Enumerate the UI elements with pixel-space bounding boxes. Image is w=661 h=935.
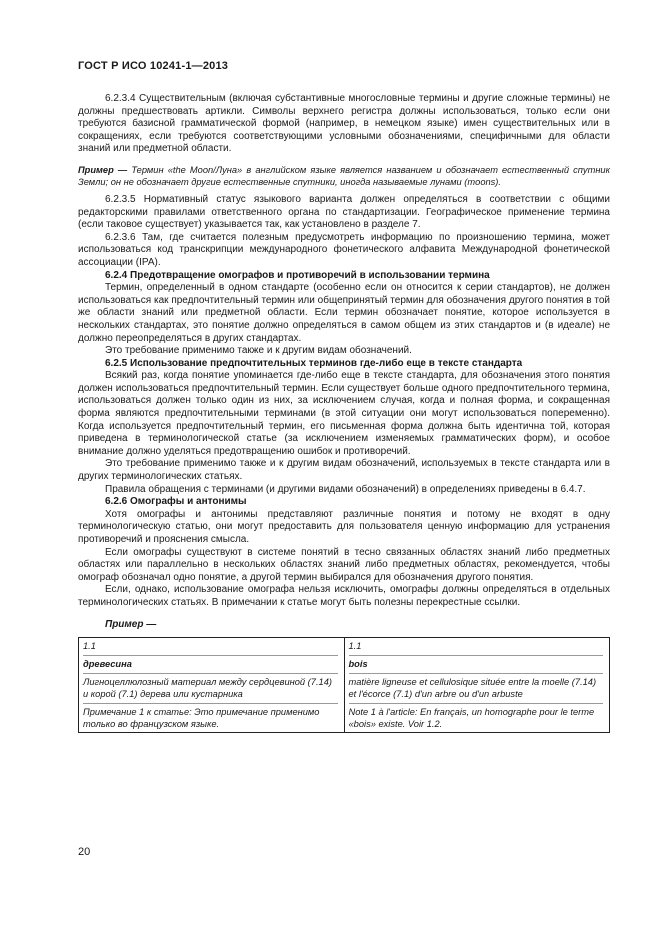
paragraph-6-2-3-4: 6.2.3.4 Существительным (включая субстантивные многословные термины и другие сложные термины) не должны предшествовать артикли. Символы верхнего регистра должны использоваться, только если они требуются базисной грамматической формой (например, в немецком языке) имен существительных или в сокращениях, если требуются соответствующими условными обозначениями, специфичными для области знаний или предметной области. — [78, 93, 610, 155]
section-heading-6-2-4: 6.2.4 Предотвращение омографов и противоречий в использовании термина — [105, 269, 490, 281]
paragraph-6-2-5-a: Всякий раз, когда понятие упоминается где-либо еще в тексте стандарта, для обозначения этого понятия должен использоваться предпочтительный термин. Если существует больше одного предпочтительного термина, использоваться должен только один из них, за исключением случая, когда и полная форма, и сокращенная форма являются предпочтительными терминами (в этой ситуации они могут использоваться попеременно). Когда используется предпочтительный термин, его письменная форма должна быть идентична той, которая приведена в терминологической статье (за исключением изменяемых грамматических форм), и особое внимание должно уделяться предотвращению ошибок и противоречий. — [78, 370, 610, 457]
entry-definition: matière ligneuse et cellulosique située entre la moelle (7.14) et l'écorce (7.1) d'un arbre ou d'un arbuste — [349, 673, 604, 700]
document-body — [78, 93, 610, 733]
page-number: 20 — [78, 846, 91, 858]
entry-note: Note 1 à l'article: En français, un homographe pour le terme «bois» existe. Voir 1.2. — [349, 703, 604, 730]
example-table — [78, 637, 610, 733]
example-table-label: Пример — — [105, 618, 157, 630]
paragraph-6-2-4-b: Это требование применимо также и к другим видам обозначений. — [105, 345, 412, 357]
paragraph-6-2-3-6: 6.2.3.6 Там, где считается полезным предусмотреть информацию по произношению термина, может использоваться код транскрипции международного фонетического алфавита Международной фонетической ассоциации (IPA). — [78, 231, 610, 268]
entry-definition: Лигноцеллюлозный материал между сердцевиной (7.14) и корой (7.1) дерева или кустарника — [83, 673, 338, 700]
entry-number: 1.1 — [348, 641, 362, 652]
table-row — [79, 638, 610, 733]
paragraph-6-2-6-b: Если омографы существуют в системе понятий в тесно связанных областях знаний либо предметных областях или параллельно в нескольких областях знаний либо предметных областях, рекомендуется, чтобы омограф обозначал одно понятие, а другой термин выбирался для обозначения другого понятия. — [78, 546, 610, 583]
section-heading-6-2-6: 6.2.6 Омографы и антонимы — [105, 496, 247, 508]
paragraph-6-2-5-b: Это требование применимо также и к другим видам обозначений, используемых в тексте стандарта или в других терминологических статьях. — [78, 458, 610, 483]
example-text: Термин «the Moon/Луна» в английском языке является названием и обозначает естественный спутник Земли; он не обозначает другие естественные спутники, иногда называемые лунами (moons). — [78, 164, 610, 187]
paragraph-6-2-5-c: Правила обращения с терминами (и другими видами обозначений) в определениях приведены в 6.4.7. — [105, 483, 586, 495]
example-note — [78, 164, 610, 188]
entry-term: bois — [349, 655, 604, 670]
paragraph-6-2-6-a: Хотя омографы и антонимы представляют различные понятия и потому не входят в одну терминологическую статью, они могут предоставить для пользователя ценную информацию для устранения противоречий и прояснения смысла. — [78, 508, 610, 545]
table-cell-left — [79, 638, 345, 733]
table-cell-right — [344, 638, 610, 733]
paragraph-6-2-3-5: 6.2.3.5 Нормативный статус языкового варианта должен определяться в соответствии с общими редакторскими правилами ответственного органа по стандартизации. Географическое применение термина (если таковое существует) указывается так, как установлено в разделе 7. — [78, 193, 610, 231]
entry-note: Примечание 1 к статье: Это примечание применимо только во французском языке. — [83, 703, 338, 730]
paragraph-6-2-6-c: Если, однако, использование омографа нельзя исключить, омографы должны определяться в отдельных терминологических статьях. В примечании к статье могут быть полезны перекрестные ссылки. — [78, 584, 610, 608]
paragraph-6-2-4-a: Термин, определенный в одном стандарте (особенно если он относится к серии стандартов), не должен использоваться как предпочтительный термин или общепринятый термин для обозначения другого понятия в той же области знаний или предметной области. Если термин обозначает понятие, которое используется в нескольких стандартах, это понятие должно определяться в самом общем из этих стандартов и (в идеале) не должно переопределяться в других стандартах. — [78, 282, 610, 344]
example-label: Пример — — [78, 164, 132, 175]
entry-number: 1.1 — [83, 641, 96, 652]
section-heading-6-2-5: 6.2.5 Использование предпочтительных терминов где-либо еще в тексте стандарта — [105, 357, 523, 369]
document-header: ГОСТ Р ИСО 10241-1—2013 — [78, 60, 229, 72]
entry-term: древесина — [83, 655, 338, 670]
